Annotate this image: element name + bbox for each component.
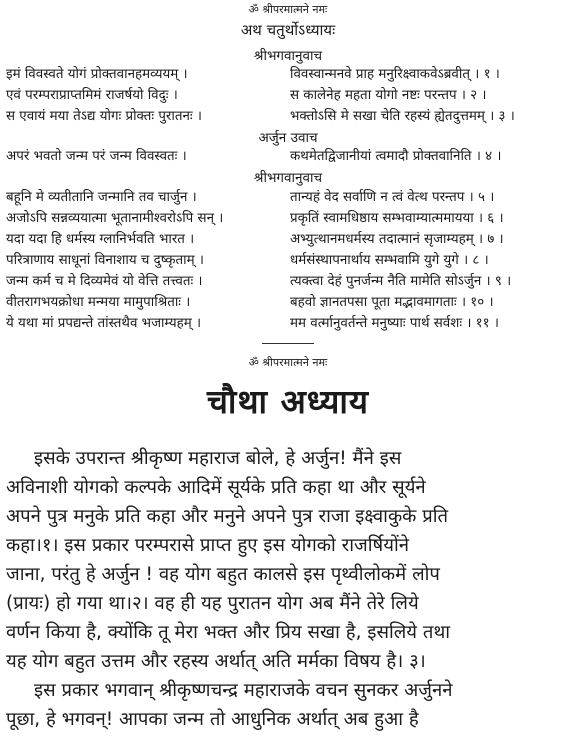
verse-line [6,107,570,126]
verse-line [6,272,570,291]
verse-line [6,147,570,166]
paragraph-line: अपने पुत्र मनुके प्रति कहा और मनुने अपने पुत्र राजा इक्ष्वाकुके प्रति [6,506,449,527]
invocation-sanskrit: ॐ श्रीपरमात्मने नमः [248,3,328,16]
verse-line [6,209,570,228]
paragraph-line: कहा।१। इस प्रकार परम्परासे प्राप्त हुए इस योगको राजर्षियोंने [6,535,410,556]
verse-first-half: परित्राणाय साधूनां विनाशाय च दुष्कृताम् । [6,253,204,268]
chapter-title-sanskrit: अथ चतुर्थोऽध्यायः [240,21,336,39]
verse-first-half: बहूनि मे व्यतीतानि जन्मानि तव चार्जुन । [6,190,197,205]
verse-second-half: विवस्वान्मनवे प्राह मनुरिक्ष्वाकवेऽब्रवीत् । १ । [290,67,500,82]
paragraph-line: जाना, परंतु हे अर्जुन ! वह योग बहुत कालसे इस पृथ्वीलोकमें लोप [6,564,440,585]
verse-first-half: अपरं भवतो जन्म परं जन्म विवस्वतः । [6,149,187,164]
verse-second-half: तान्यहं वेद सर्वाणि न त्वं वेत्थ परन्तप । ५ । [290,190,495,205]
verse-first-half: वीतरागभयक्रोधा मन्मया मामुपाश्रिताः । [6,295,191,310]
verse-second-half: स कालेनेह महता योगो नष्टः परन्तप । २ । [290,88,487,103]
paragraph-line: इसके उपरान्त श्रीकृष्ण महाराज बोले, हे अर्जुन! मैंने इस [34,448,402,469]
speaker-heading-1: श्रीभगवानुवाच [253,48,323,64]
verse-second-half: अभ्युत्थानमधर्मस्य तदात्मानं सृजाम्यहम् । ७ । [290,232,504,247]
verse-first-half: ये यथा मां प्रपद्यन्ते तांस्तथैव भजाम्यहम् । [6,316,202,331]
section-divider [262,343,314,344]
verse-first-half: जन्म कर्म च मे दिव्यमेवं यो वेत्ति तत्त्वतः । [6,274,203,289]
verse-line [6,230,570,249]
paragraph-line: वर्णन किया है, क्योंकि तू मेरा भक्त और प्रिय सखा है, इसलिये तथा [6,622,451,643]
paragraph-line: (प्रायः) हो गया था।२। वह ही यह पुरातन योग अब मैंने तेरे लिये [6,593,419,614]
paragraph-line: अविनाशी योगको कल्पके आदिमें सूर्यके प्रति कहा था और सूर्यने [6,477,426,498]
verse-line [6,314,570,333]
verse-first-half: यदा यदा हि धर्मस्य ग्लानिर्भवति भारत । [6,232,195,247]
verse-second-half: कथमेतद्विजानीयां त्वमादौ प्रोक्तवानिति । ४ । [290,149,502,164]
verse-line [6,293,570,312]
verse-second-half: बहवो ज्ञानतपसा पूता मद्भावमागताः । १० । [290,295,494,310]
verse-first-half: स एवायं मया तेऽद्य योगः प्रोक्तः पुरातनः । [6,109,202,124]
speaker-heading-2: अर्जुन उवाच [258,130,318,146]
verse-line [6,65,570,84]
verse-second-half: भक्तोऽसि मे सखा चेति रहस्यं ह्येतदुत्तमम् । ३ । [290,109,515,124]
verse-second-half: प्रकृतिं स्वामधिष्ठाय सम्भवाम्यात्ममायया । ६ । [290,211,504,226]
paragraph-line: पूछा, हे भगवन्! आपका जन्म तो आधुनिक अर्थात् अब हुआ है [6,709,419,730]
verse-first-half: एवं परम्पराप्राप्तमिमं राजर्षयो विदुः । [6,88,178,103]
chapter-title-hindi: चौथा अध्याय [206,382,370,421]
verse-line [6,251,570,270]
paragraph-line: इस प्रकार भगवान् श्रीकृष्णचन्द्र महाराजके वचन सुनकर अर्जुनने [34,680,453,701]
verse-line [6,188,570,207]
verse-second-half: त्यक्त्वा देहं पुनर्जन्म नैति मामेति सोऽर्जुन । ९ । [290,274,512,289]
invocation-hindi: ॐ श्रीपरमात्मने नमः [248,356,328,369]
verse-line [6,86,570,105]
verse-first-half: इमं विवस्वते योगं प्रोक्तवानहमव्ययम् । [6,67,188,82]
verse-first-half: अजोऽपि सन्नव्ययात्मा भूतानामीश्वरोऽपि सन् । [6,211,224,226]
verse-second-half: धर्मसंस्थापनार्थाय सम्भवामि युगे युगे । ८ । [290,253,489,268]
verse-second-half: मम वर्त्मानुवर्तन्ते मनुष्याः पार्थ सर्वशः । ११ । [290,316,499,331]
paragraph-line: यह योग बहुत उत्तम और रहस्य अर्थात् अति मर्मका विषय है। ३। [6,651,426,672]
speaker-heading-3: श्रीभगवानुवाच [253,170,323,186]
